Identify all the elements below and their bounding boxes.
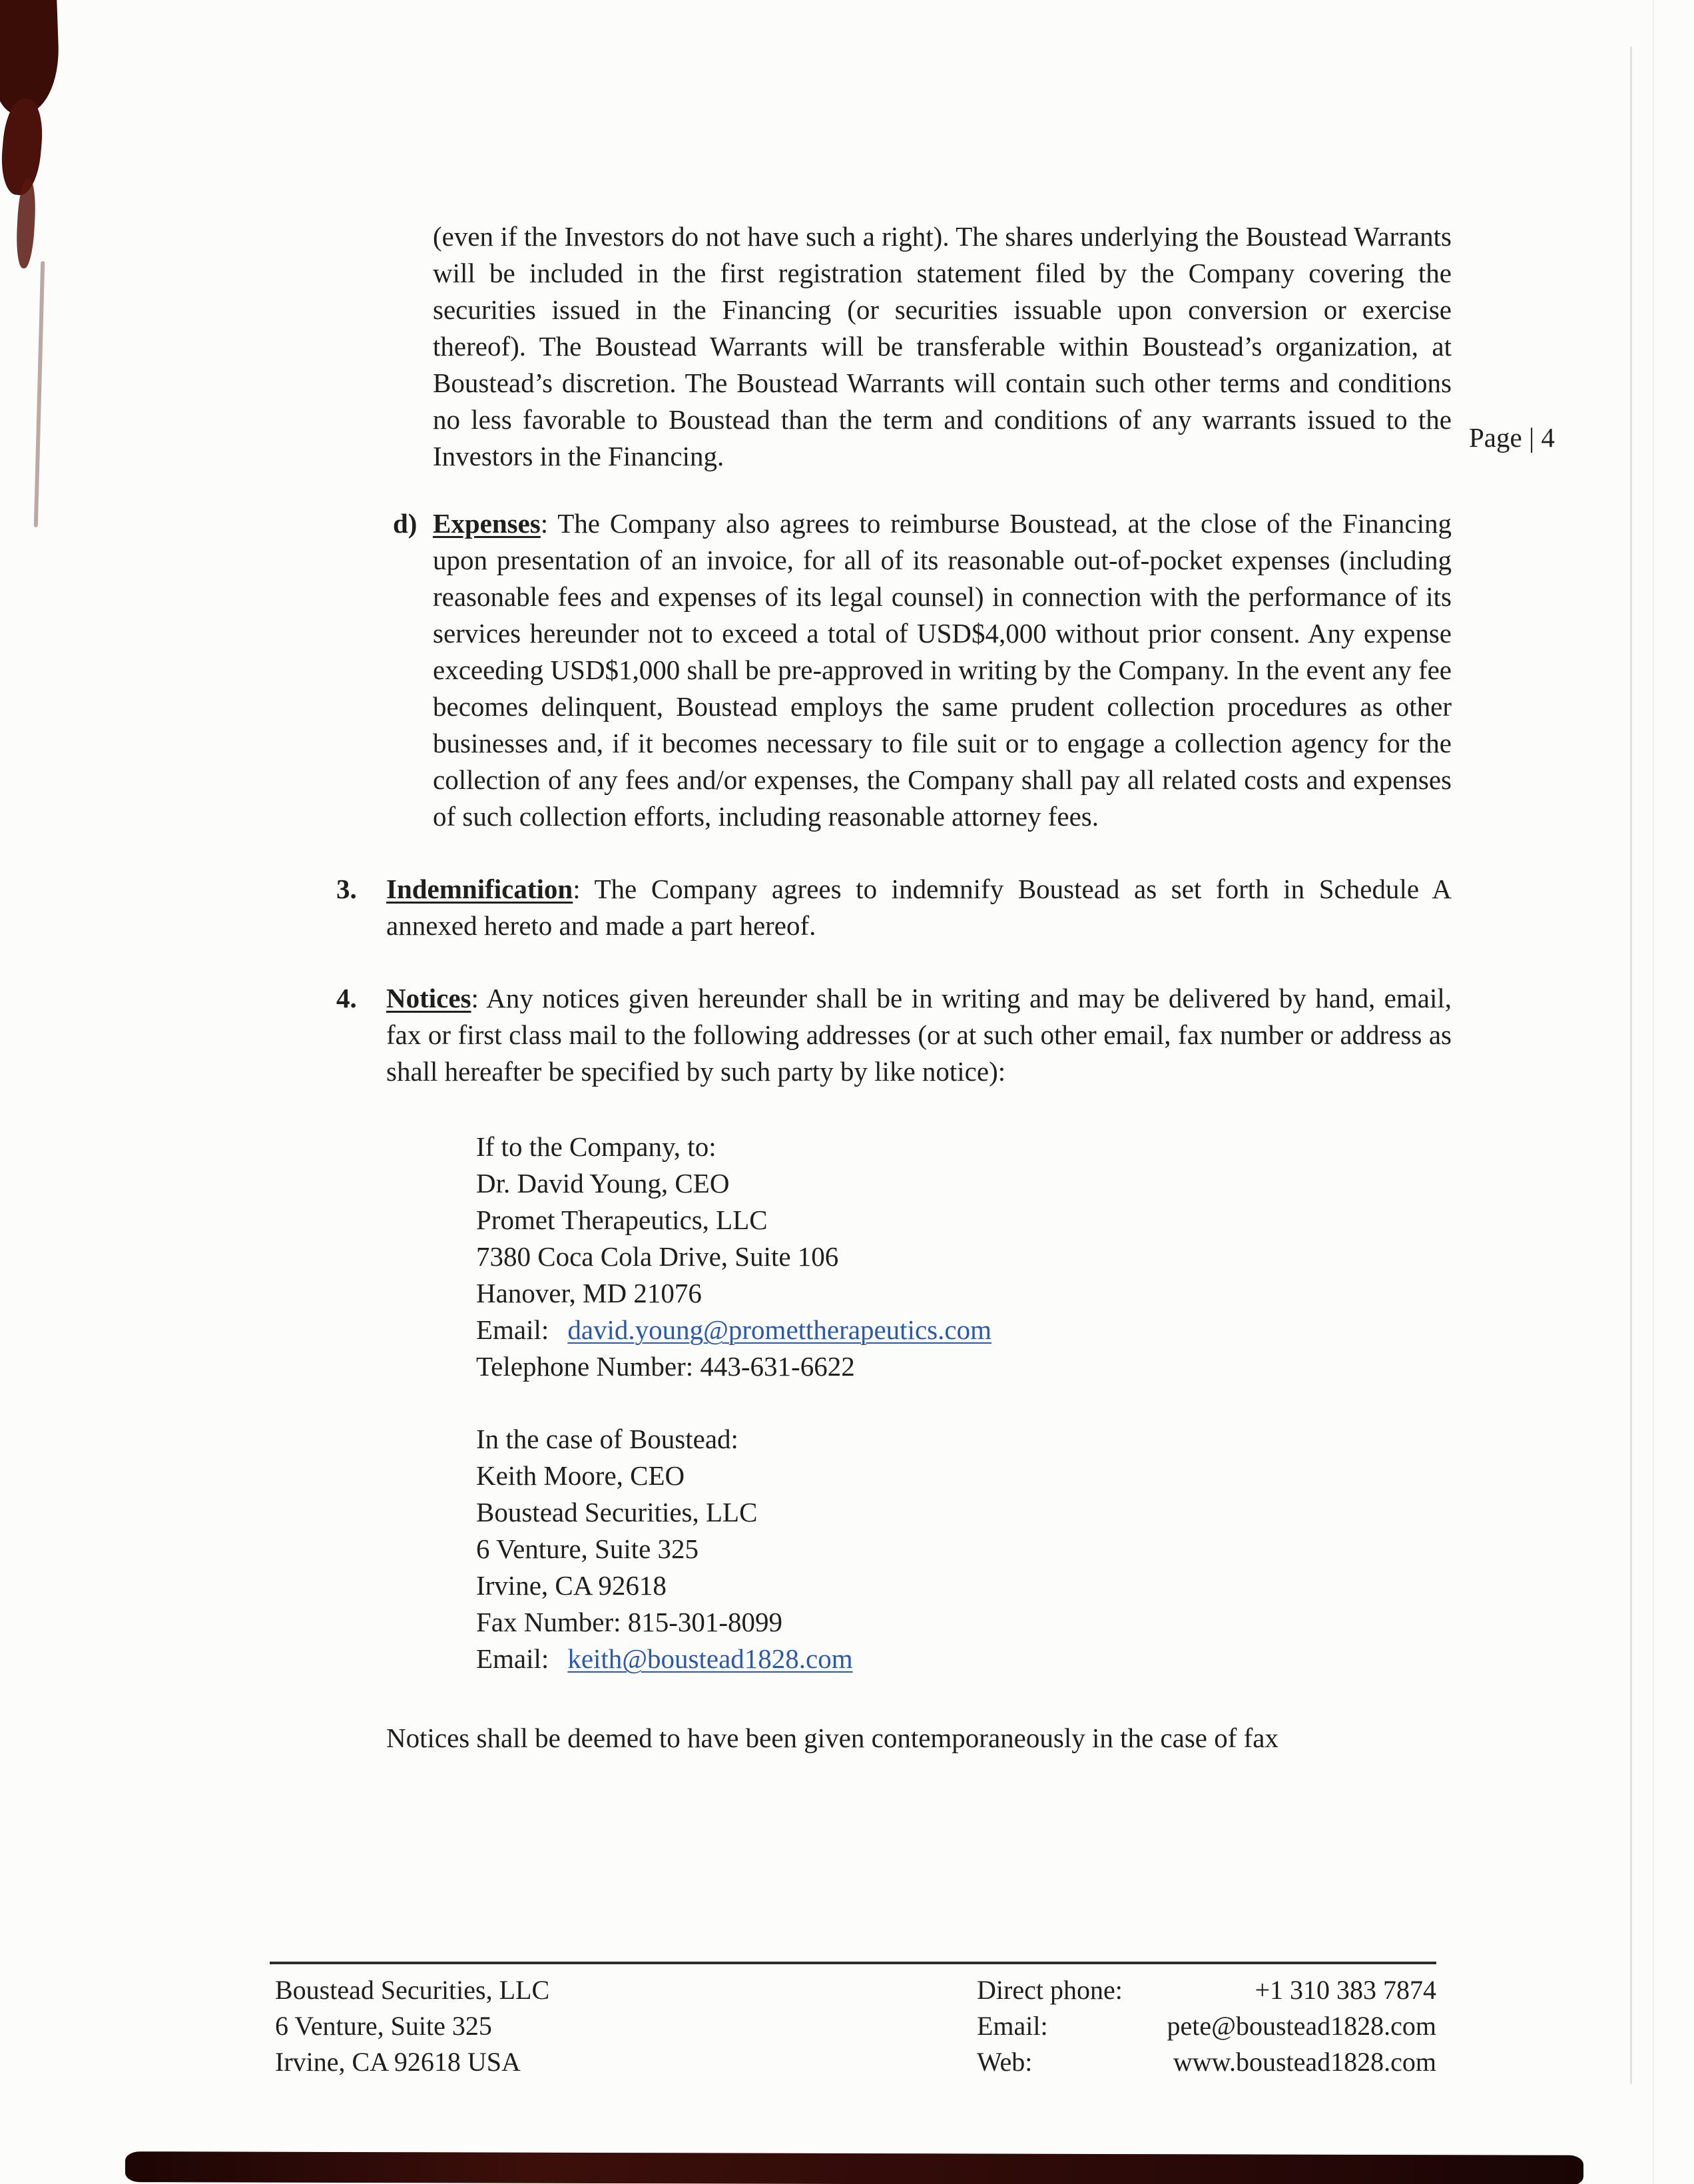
indemnification-text	[386, 871, 1452, 944]
indemnification-marker: 3.	[336, 874, 357, 904]
scan-artifact-bottom-bar	[125, 2151, 1583, 2184]
scan-artifact-left-hairline	[34, 261, 45, 527]
footer-phone-value: +1 310 383 7874	[1255, 1975, 1436, 2005]
notices-marker: 4.	[336, 983, 357, 1013]
expenses-item	[393, 505, 1452, 835]
boustead-email-label: Email:	[476, 1643, 549, 1674]
footer-row-email	[977, 2008, 1436, 2044]
expenses-marker: d)	[393, 508, 418, 539]
footer-row-web	[977, 2044, 1436, 2080]
boustead-address-line: Keith Moore, CEO	[476, 1460, 685, 1491]
scan-artifact-top-streak	[0, 97, 45, 197]
indemnification-item	[336, 871, 1452, 944]
company-email-line	[476, 1312, 1452, 1348]
notices-item	[336, 980, 1452, 1090]
boustead-address-block	[476, 1421, 1452, 1677]
notices-heading: Notices	[386, 983, 471, 1013]
continuation-paragraph: (even if the Investors do not have such a right). The shares underlying the Boustead Warrants will be included in the first registration statement filed by the Company covering the securities issued in the Financing (or securities issuable upon conversion or exercise thereof). The Boustead Warrants will be transferable within Boustead’s organization, at Boustead’s discretion. The Boustead Warrants will contain such other terms and conditions no less favorable to Boustead than the term and conditions of any warrants issued to the Investors in the Financing.	[433, 221, 1452, 471]
footer-email-value: pete@boustead1828.com	[1167, 2011, 1436, 2041]
indemnification-body-text: : The Company agrees to indemnify Boustead as set forth in Schedule A annexed hereto and made a part hereof.	[386, 874, 1452, 941]
boustead-email-link[interactable]: keith@boustead1828.com	[567, 1643, 853, 1674]
expenses-text	[433, 505, 1452, 835]
indemnification-heading: Indemnification	[386, 874, 573, 904]
scan-artifact-top-blob	[0, 0, 61, 115]
company-email-link[interactable]: david.young@promettherapeutics.com	[567, 1314, 991, 1345]
document-body	[336, 218, 1452, 1757]
company-address-line: 7380 Coca Cola Drive, Suite 106	[476, 1241, 839, 1272]
expenses-body-text: : The Company also agrees to reimburse Boustead, at the close of the Financing upon presentation of an invoice, for all of its reasonable out-of-pocket expenses (including reasonable fees and expenses of its legal counsel) in connection with the performance of its services hereunder not to exceed a total of USD$4,000 without prior consent. Any expense exceeding USD$1,000 shall be pre-approved in writing by the Company. In the event any fee becomes delinquent, Boustead employs the same prudent collection procedures as other businesses and, if it becomes necessary to file suit or to engage a collection agency for the collection of any fees and/or expenses, the Company shall pay all related costs and expenses of such collection efforts, including reasonable attorney fees.	[433, 508, 1452, 832]
footer-email-label: Email:	[977, 2011, 1048, 2041]
scan-artifact-right-edge	[1653, 0, 1654, 2184]
footer-address-line: Boustead Securities, LLC	[275, 1975, 550, 2005]
company-address-block	[476, 1129, 1452, 1385]
company-address-line: Dr. David Young, CEO	[476, 1168, 730, 1199]
boustead-address-line: Irvine, CA 92618	[476, 1570, 667, 1601]
company-address-line: If to the Company, to:	[476, 1131, 716, 1162]
boustead-address-line: In the case of Boustead:	[476, 1424, 738, 1454]
footer-web-label: Web:	[977, 2047, 1033, 2077]
boustead-email-line	[476, 1641, 1452, 1677]
scan-artifact-top-streak-small	[15, 178, 37, 268]
page-number: Page | 4	[1469, 422, 1555, 453]
footer-web-value: www.boustead1828.com	[1173, 2047, 1436, 2077]
company-address-line: Hanover, MD 21076	[476, 1278, 702, 1308]
boustead-address-line: Boustead Securities, LLC	[476, 1497, 758, 1527]
company-email-label: Email:	[476, 1314, 549, 1345]
scan-artifact-right-line	[1630, 47, 1632, 2084]
notices-text	[386, 980, 1452, 1090]
notices-body-text: : Any notices given hereunder shall be in writing and may be delivered by hand, email, fax or first class mail to the following addresses (or at such other email, fax number or address as shall hereafter be specified by such party by like notice):	[386, 983, 1452, 1087]
footer-address-line: Irvine, CA 92618 USA	[275, 2047, 521, 2077]
expenses-heading: Expenses	[433, 508, 541, 539]
footer-row-phone	[977, 1972, 1436, 2008]
footer-phone-label: Direct phone:	[977, 1975, 1123, 2005]
boustead-address-line: 6 Venture, Suite 325	[476, 1533, 699, 1564]
closing-paragraph: Notices shall be deemed to have been given contemporaneously in the case of fax	[386, 1723, 1278, 1753]
footer-contact	[977, 1972, 1436, 2080]
company-address-line: Promet Therapeutics, LLC	[476, 1205, 768, 1235]
boustead-fax-line: Fax Number: 815-301-8099	[476, 1607, 783, 1637]
footer-address-line: 6 Venture, Suite 325	[275, 2011, 492, 2041]
page-footer	[270, 1962, 1436, 2080]
company-phone-line: Telephone Number: 443-631-6622	[476, 1351, 855, 1382]
footer-address	[270, 1972, 549, 2080]
